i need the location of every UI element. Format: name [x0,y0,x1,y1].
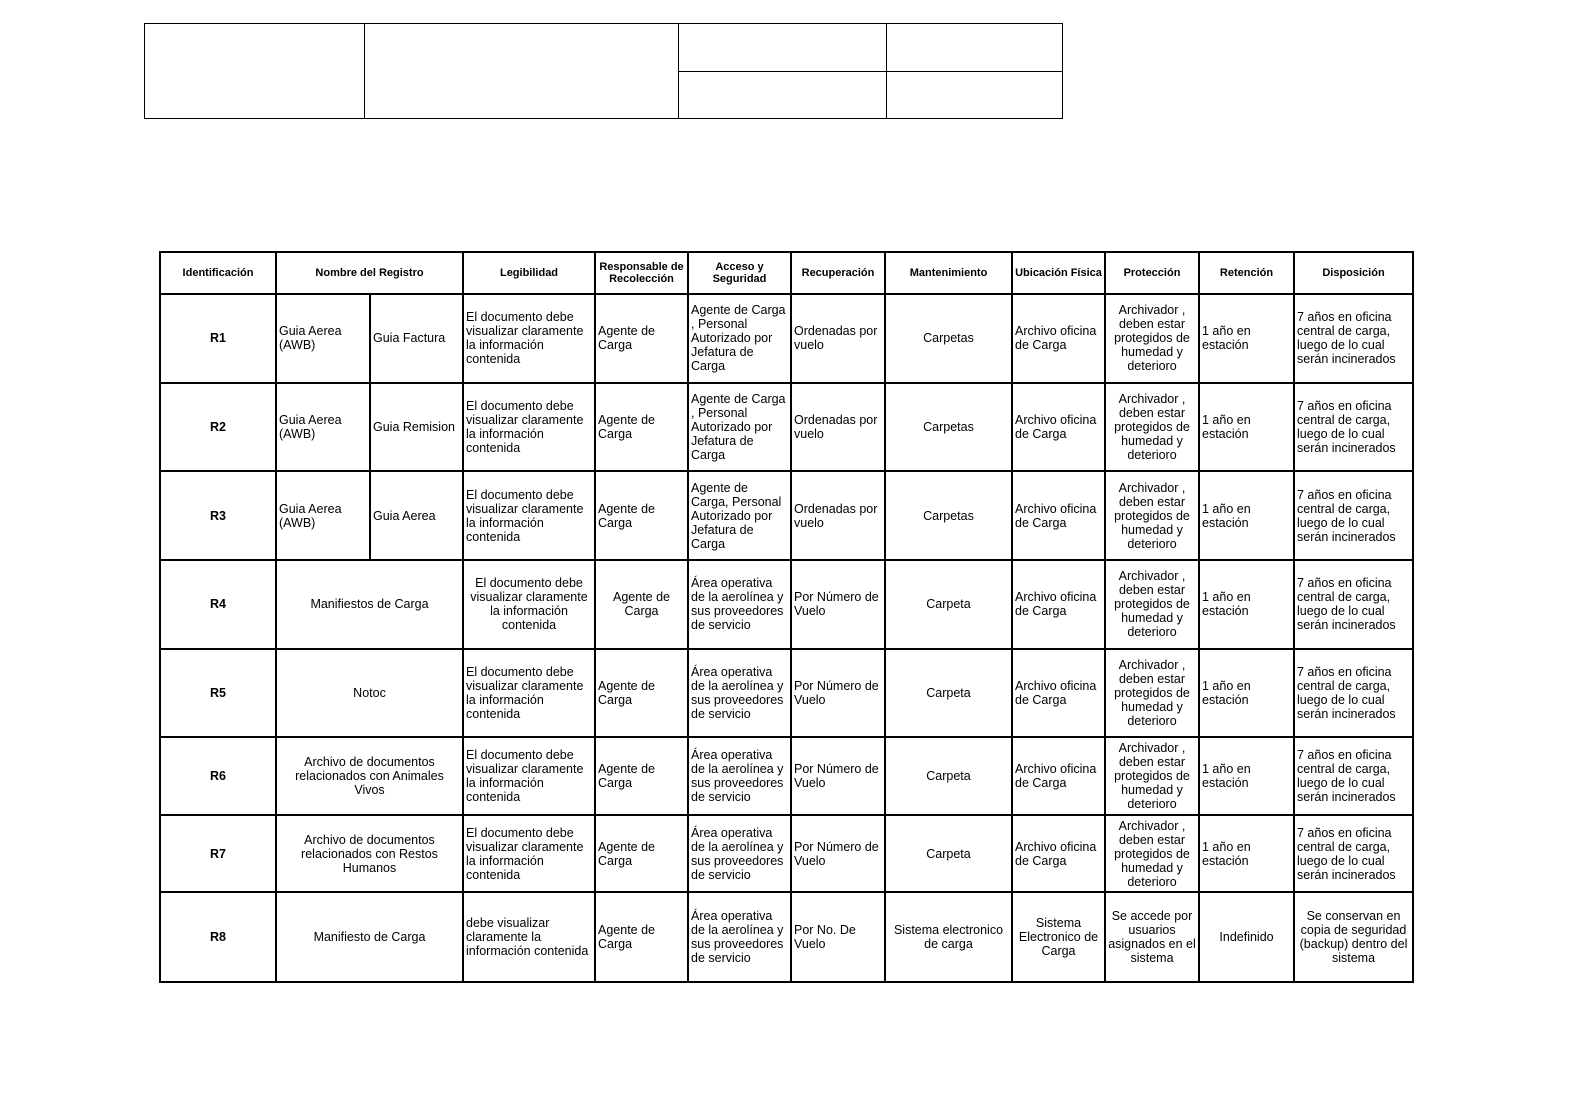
cell-disposicion: 7 años en oficina central de carga, luego de lo cual serán incinerados [1294,649,1413,738]
table-row [160,560,1413,649]
cell-mantenimiento: Carpetas [885,471,1012,560]
cell-id: R1 [160,294,276,383]
cell-name-a: Guia Aerea (AWB) [276,294,370,383]
cell-disposicion: 7 años en oficina central de carga, luego de lo cual serán incinerados [1294,815,1413,893]
cell-name-a: Guia Aerea (AWB) [276,471,370,560]
cell-retencion: 1 año en estación [1199,294,1294,383]
col-header-legibilidad: Legibilidad [463,252,595,294]
cell-disposicion: 7 años en oficina central de carga, luego de lo cual serán incinerados [1294,471,1413,560]
cell-ubicacion: Archivo oficina de Carga [1012,471,1105,560]
cell-legibilidad: El documento debe visualizar claramente la información contenida [463,383,595,472]
cell-retencion: 1 año en estación [1199,649,1294,738]
header-version-label-cell [679,71,887,119]
col-header-nombre-registro: Nombre del Registro [276,252,463,294]
cell-proteccion: Se accede por usuarios asignados en el sistema [1105,892,1199,982]
col-header-recuperacion: Recuperación [791,252,885,294]
table-row [160,294,1413,383]
cell-ubicacion: Archivo oficina de Carga [1012,294,1105,383]
cell-ubicacion: Archivo oficina de Carga [1012,383,1105,472]
cell-retencion: 1 año en estación [1199,815,1294,893]
cell-acceso: Área operativa de la aerolínea y sus proveedores de servicio [688,560,791,649]
header-logo-cell [145,24,365,119]
cell-mantenimiento: Carpeta [885,560,1012,649]
cell-retencion: Indefinido [1199,892,1294,982]
cell-id: R5 [160,649,276,738]
header-code-value-cell [887,24,1063,72]
cell-legibilidad: El documento debe visualizar claramente la información contenida [463,815,595,893]
cell-ubicacion: Archivo oficina de Carga [1012,649,1105,738]
col-header-retencion: Retención [1199,252,1294,294]
header-code-label-cell [679,24,887,72]
cell-recuperacion: Por Número de Vuelo [791,649,885,738]
table-row [160,649,1413,738]
cell-responsable: Agente de Carga [595,815,688,893]
cell-acceso: Área operativa de la aerolínea y sus proveedores de servicio [688,892,791,982]
cell-responsable: Agente de Carga [595,383,688,472]
table-row [160,815,1413,893]
cell-responsable: Agente de Carga [595,892,688,982]
header-version-value-cell [887,71,1063,119]
cell-legibilidad: El documento debe visualizar claramente la información contenida [463,294,595,383]
cell-name: Manifiestos de Carga [276,560,463,649]
cell-mantenimiento: Sistema electronico de carga [885,892,1012,982]
cell-proteccion: Archivador , deben estar protegidos de humedad y deterioro [1105,471,1199,560]
cell-responsable: Agente de Carga [595,737,688,815]
cell-responsable: Agente de Carga [595,471,688,560]
cell-responsable: Agente de Carga [595,560,688,649]
cell-id: R7 [160,815,276,893]
cell-acceso: Área operativa de la aerolínea y sus proveedores de servicio [688,737,791,815]
table-row [160,471,1413,560]
cell-responsable: Agente de Carga [595,294,688,383]
cell-mantenimiento: Carpeta [885,815,1012,893]
cell-mantenimiento: Carpeta [885,649,1012,738]
cell-proteccion: Archivador , deben estar protegidos de humedad y deterioro [1105,383,1199,472]
cell-disposicion: Se conservan en copia de seguridad (backup) dentro del sistema [1294,892,1413,982]
cell-retencion: 1 año en estación [1199,471,1294,560]
cell-retencion: 1 año en estación [1199,383,1294,472]
cell-name: Archivo de documentos relacionados con Restos Humanos [276,815,463,893]
cell-mantenimiento: Carpetas [885,383,1012,472]
cell-acceso: Agente de Carga , Personal Autorizado por Jefatura de Carga [688,383,791,472]
cell-name-a: Guia Aerea (AWB) [276,383,370,472]
cell-id: R3 [160,471,276,560]
cell-proteccion: Archivador , deben estar protegidos de humedad y deterioro [1105,560,1199,649]
cell-recuperacion: Por Número de Vuelo [791,737,885,815]
cell-recuperacion: Ordenadas por vuelo [791,383,885,472]
cell-recuperacion: Por Número de Vuelo [791,560,885,649]
cell-legibilidad: El documento debe visualizar claramente la información contenida [463,560,595,649]
cell-disposicion: 7 años en oficina central de carga, luego de lo cual serán incinerados [1294,383,1413,472]
cell-acceso: Área operativa de la aerolínea y sus proveedores de servicio [688,649,791,738]
col-header-acceso: Acceso y Seguridad [688,252,791,294]
cell-acceso: Área operativa de la aerolínea y sus proveedores de servicio [688,815,791,893]
cell-recuperacion: Ordenadas por vuelo [791,294,885,383]
col-header-identificacion: Identificación [160,252,276,294]
cell-responsable: Agente de Carga [595,649,688,738]
cell-disposicion: 7 años en oficina central de carga, luego de lo cual serán incinerados [1294,294,1413,383]
cell-legibilidad: El documento debe visualizar claramente la información contenida [463,649,595,738]
cell-legibilidad: El documento debe visualizar claramente la información contenida [463,471,595,560]
cell-id: R6 [160,737,276,815]
cell-proteccion: Archivador , deben estar protegidos de humedad y deterioro [1105,649,1199,738]
table-row [160,383,1413,472]
cell-recuperacion: Por No. De Vuelo [791,892,885,982]
cell-ubicacion: Sistema Electronico de Carga [1012,892,1105,982]
cell-recuperacion: Ordenadas por vuelo [791,471,885,560]
document-header-block [144,23,1063,119]
col-header-ubicacion: Ubicación Física [1012,252,1105,294]
col-header-responsable: Responsable de Recolección [595,252,688,294]
cell-ubicacion: Archivo oficina de Carga [1012,815,1105,893]
cell-mantenimiento: Carpetas [885,294,1012,383]
cell-name-b: Guia Factura [370,294,463,383]
table-header-row [160,252,1413,294]
cell-name: Archivo de documentos relacionados con Animales Vivos [276,737,463,815]
table-row [160,892,1413,982]
cell-retencion: 1 año en estación [1199,737,1294,815]
cell-legibilidad: debe visualizar claramente la información contenida [463,892,595,982]
cell-name: Manifiesto de Carga [276,892,463,982]
table-row [160,737,1413,815]
cell-proteccion: Archivador , deben estar protegidos de humedad y deterioro [1105,737,1199,815]
cell-disposicion: 7 años en oficina central de carga, luego de lo cual serán incinerados [1294,560,1413,649]
cell-name-b: Guia Aerea [370,471,463,560]
cell-ubicacion: Archivo oficina de Carga [1012,737,1105,815]
cell-id: R4 [160,560,276,649]
cell-disposicion: 7 años en oficina central de carga, luego de lo cual serán incinerados [1294,737,1413,815]
cell-acceso: Agente de Carga, Personal Autorizado por Jefatura de Carga [688,471,791,560]
cell-legibilidad: El documento debe visualizar claramente la información contenida [463,737,595,815]
cell-acceso: Agente de Carga , Personal Autorizado por Jefatura de Carga [688,294,791,383]
col-header-mantenimiento: Mantenimiento [885,252,1012,294]
cell-name-b: Guia Remision [370,383,463,472]
records-table [159,251,1414,983]
cell-retencion: 1 año en estación [1199,560,1294,649]
cell-name: Notoc [276,649,463,738]
col-header-disposicion: Disposición [1294,252,1413,294]
header-title-cell [365,24,679,119]
col-header-proteccion: Protección [1105,252,1199,294]
cell-id: R8 [160,892,276,982]
cell-ubicacion: Archivo oficina de Carga [1012,560,1105,649]
cell-proteccion: Archivador , deben estar protegidos de humedad y deterioro [1105,815,1199,893]
cell-recuperacion: Por Número de Vuelo [791,815,885,893]
cell-mantenimiento: Carpeta [885,737,1012,815]
cell-proteccion: Archivador , deben estar protegidos de humedad y deterioro [1105,294,1199,383]
cell-id: R2 [160,383,276,472]
